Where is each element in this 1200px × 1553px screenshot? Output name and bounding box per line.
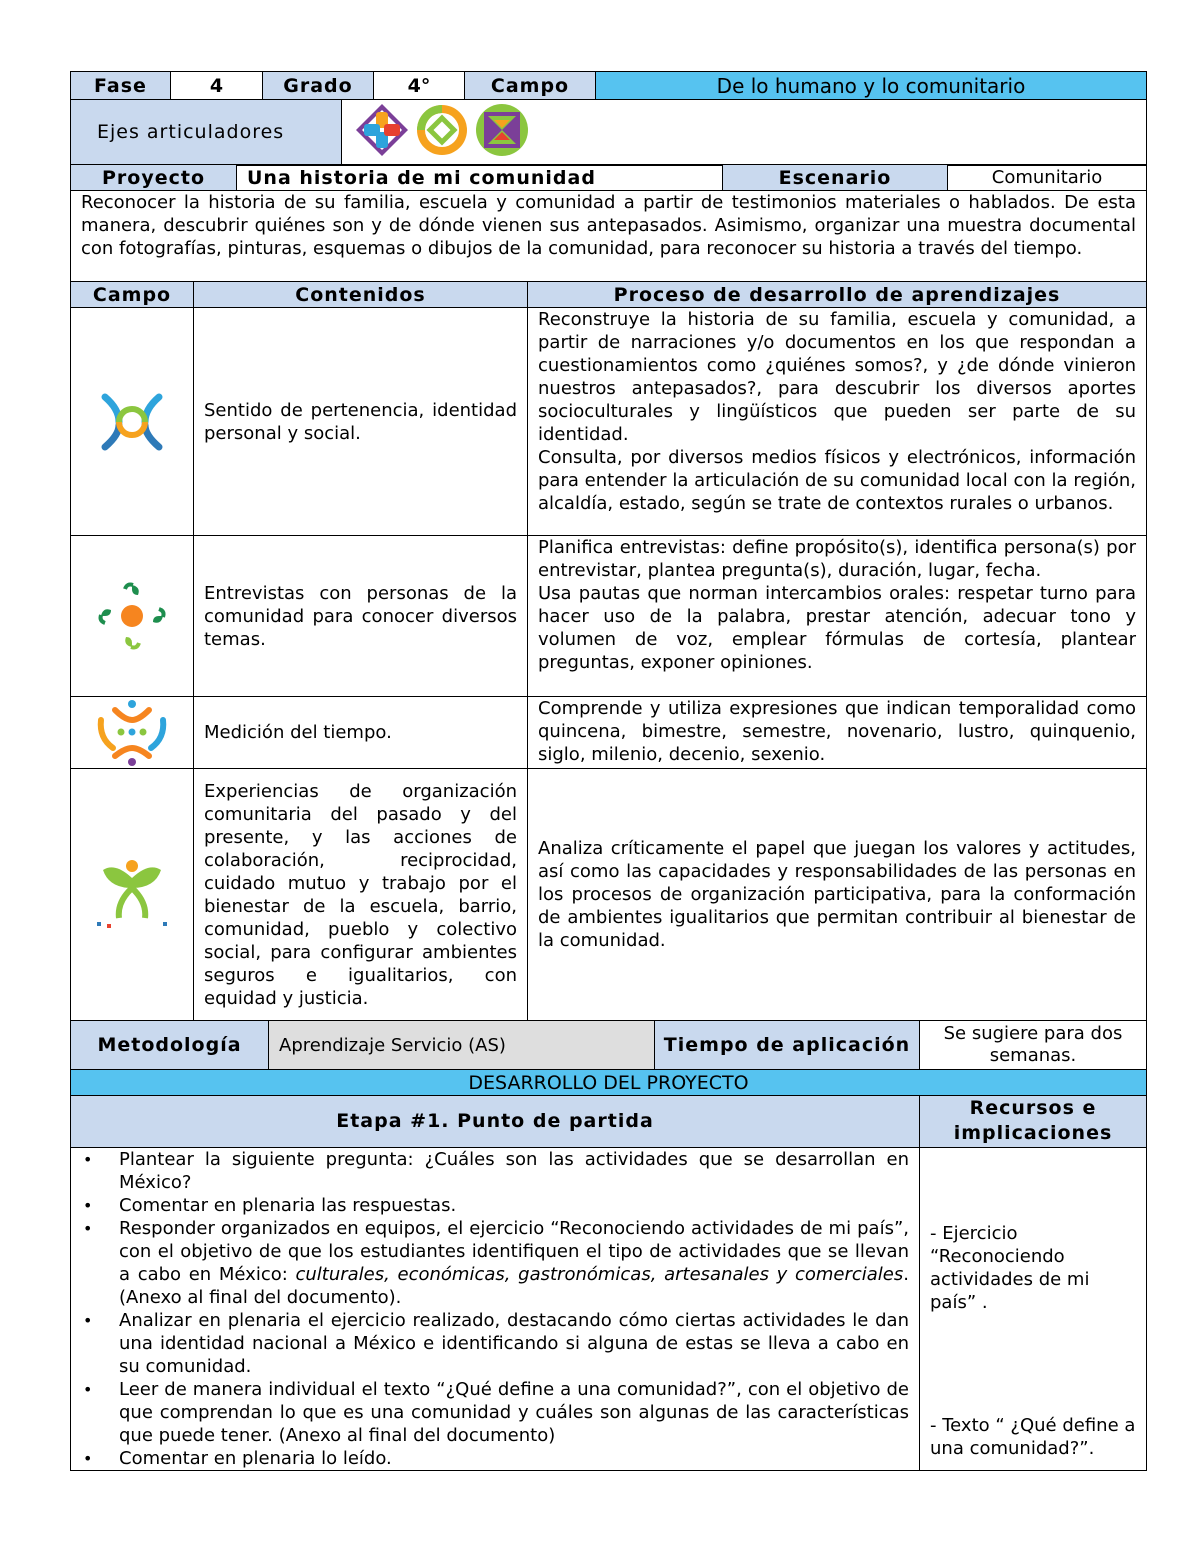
escenario-label: Escenario xyxy=(723,165,948,191)
campo-label: Campo xyxy=(465,72,596,100)
lenguajes-icon xyxy=(97,387,167,457)
table-row xyxy=(71,308,1147,536)
activity-text-end: . (Anexo al final del documento). xyxy=(119,1263,909,1308)
etapa-activities xyxy=(71,1147,920,1470)
ejes-label: Ejes articuladores xyxy=(71,99,342,165)
contents-table xyxy=(70,281,1147,1021)
list-item: • Analizar en plenaria el ejercicio realizado, destacando cómo ciertas actividades le dan una identidad nacional a México e identificando si alguna de estas se lleva a cabo en su comunidad. xyxy=(119,1309,909,1378)
recurso-item: - Ejercicio “Reconociendo actividades de mi país” . xyxy=(930,1222,1090,1313)
metodologia-label: Metodología xyxy=(71,1020,269,1070)
list-item: • Plantear la siguiente pregunta: ¿Cuáles son las actividades que se desarrollan en México? xyxy=(119,1148,909,1194)
campo-cell xyxy=(71,308,194,536)
proyecto-label: Proyecto xyxy=(71,165,237,191)
table-row xyxy=(71,769,1147,1021)
col-header-proceso: Proceso de desarrollo de aprendizajes xyxy=(528,282,1147,308)
saberes-icon xyxy=(97,581,167,651)
metodologia-value: Aprendizaje Servicio (AS) xyxy=(269,1020,655,1070)
list-item xyxy=(119,1217,909,1309)
recursos-cell xyxy=(920,1147,1147,1470)
tiempo-label: Tiempo de aplicación xyxy=(655,1020,920,1070)
grado-label: Grado xyxy=(263,72,374,100)
campo-value: De lo humano y lo comunitario xyxy=(596,72,1147,100)
proceso-cell xyxy=(528,536,1147,697)
contenido-cell: Medición del tiempo. xyxy=(194,697,528,769)
activity-types: culturales, económicas, gastronómicas, artesanales y comerciales xyxy=(295,1263,904,1285)
proceso-text: Comprende y utiliza expresiones que indican temporalidad como quincena, bimestre, semestre, novenario, lustro, quinquenio, siglo, milenio, decenio, sexenio. xyxy=(538,698,1136,765)
metodologia-table xyxy=(70,1020,1147,1071)
activity-list xyxy=(81,1148,909,1470)
pensamiento-critico-icon xyxy=(417,105,467,155)
fase-value: 4 xyxy=(171,72,263,100)
table-row xyxy=(71,697,1147,769)
project-description: Reconocer la historia de su familia, escuela y comunidad a partir de testimonios materiales o hablados. De esta manera, descubrir quiénes son y de dónde vienen sus antepasados. Asimismo, organizar una muestra documental con fotografías, pinturas, esquemas o dibujos de la comunidad, para reconocer su historia a través del tiempo. xyxy=(71,190,1147,282)
proyecto-value: Una historia de mi comunidad xyxy=(237,165,723,191)
proceso-text: Analiza críticamente el papel que juegan los valores y actitudes, así como las capacidades y responsabilidades de las personas en los procesos de organización participativa, para la conformación de ambientes igualitarios que permitan contribuir al bienestar de la comunidad. xyxy=(538,838,1136,951)
etica-icon xyxy=(95,698,169,768)
proyecto-table xyxy=(70,164,1147,191)
campo-cell xyxy=(71,697,194,769)
desarrollo-table xyxy=(70,1069,1147,1096)
ejes-icons-group xyxy=(352,100,532,160)
ejes-table xyxy=(70,99,1147,166)
campo-cell xyxy=(71,769,194,1021)
list-item: • Comentar en plenaria las respuestas. xyxy=(119,1194,909,1217)
desarrollo-title: DESARROLLO DEL PROYECTO xyxy=(71,1070,1147,1096)
table-row xyxy=(71,536,1147,697)
fase-label: Fase xyxy=(71,72,171,100)
contenido-cell: Experiencias de organización comunitaria del pasado y del presente, y las acciones de colaboración, reciprocidad, cuidado mutuo y trabajo por el bienestar de la escuela, barrio, comunidad, pueblo y colectivo social, para configurar ambientes seguros e igualitarios, con equidad y justicia. xyxy=(194,769,528,1021)
proceso-cell xyxy=(528,697,1147,769)
proceso-cell xyxy=(528,308,1147,536)
campo-cell xyxy=(71,536,194,697)
contenido-cell: Sentido de pertenencia, identidad personal y social. xyxy=(194,308,528,536)
proceso-cell xyxy=(528,769,1147,1021)
inclusion-icon xyxy=(356,104,408,156)
proceso-text: Usa pautas que norman intercambios orales: respetar turno para hacer uso de la palabra, prestar atención, adecuar tono y volumen de voz, emplear fórmulas de cortesía, plantear preguntas, exponer opiniones. xyxy=(538,583,1136,673)
proceso-text: Reconstruye la historia de su familia, escuela y comunidad, a partir de narraciones y/o documentos en los que respondan a cuestionamientos como ¿quiénes somos?, y ¿de dónde vinieron nuestros antepasados?, para descubrir los diversos aportes socioculturales y lingüísticos que pueden ser parte de su identidad. xyxy=(538,309,1136,445)
recurso-item: - Texto “ ¿Qué define a una comunidad?”. xyxy=(930,1414,1136,1459)
activity-text: Responder organizados en equipos, el ejercicio “Reconociendo actividades de mi país”, con el objetivo de que los estudiantes identifiquen el tipo de actividades que se llevan a cabo en México: xyxy=(119,1217,909,1285)
description-table xyxy=(70,190,1147,283)
etapa-table xyxy=(70,1095,1147,1471)
recursos-label: Recursos e implicaciones xyxy=(920,1095,1147,1147)
escenario-value: Comunitario xyxy=(948,165,1147,191)
interculturalidad-icon xyxy=(476,104,528,156)
grado-value: 4° xyxy=(374,72,465,100)
col-header-contenidos: Contenidos xyxy=(194,282,528,308)
etapa-title: Etapa #1. Punto de partida xyxy=(71,1095,920,1147)
planning-document xyxy=(70,71,1147,1471)
list-item: • Comentar en plenaria lo leído. xyxy=(119,1447,909,1470)
header-table xyxy=(70,71,1147,100)
list-item: • Leer de manera individual el texto “¿Qué define a una comunidad?”, con el objetivo de que comprendan lo que es una comunidad y cuáles son algunas de las características que puede tener. (Anexo al final del documento) xyxy=(119,1378,909,1447)
tiempo-value: Se sugiere para dos semanas. xyxy=(920,1020,1147,1070)
col-header-campo: Campo xyxy=(71,282,194,308)
proceso-text: Planifica entrevistas: define propósito(s), identifica persona(s) por entrevistar, plantea pregunta(s), duración, lugar, fecha. xyxy=(538,537,1136,581)
proceso-text: Consulta, por diversos medios físicos y electrónicos, información para entender la articulación de su comunidad local con la región, alcaldía, estado, según se trate de contextos rurales o urbanos. xyxy=(538,447,1136,514)
contenido-cell: Entrevistas con personas de la comunidad para conocer diversos temas. xyxy=(194,536,528,697)
ejes-icons xyxy=(342,99,1147,165)
humano-comunitario-icon xyxy=(95,858,169,932)
